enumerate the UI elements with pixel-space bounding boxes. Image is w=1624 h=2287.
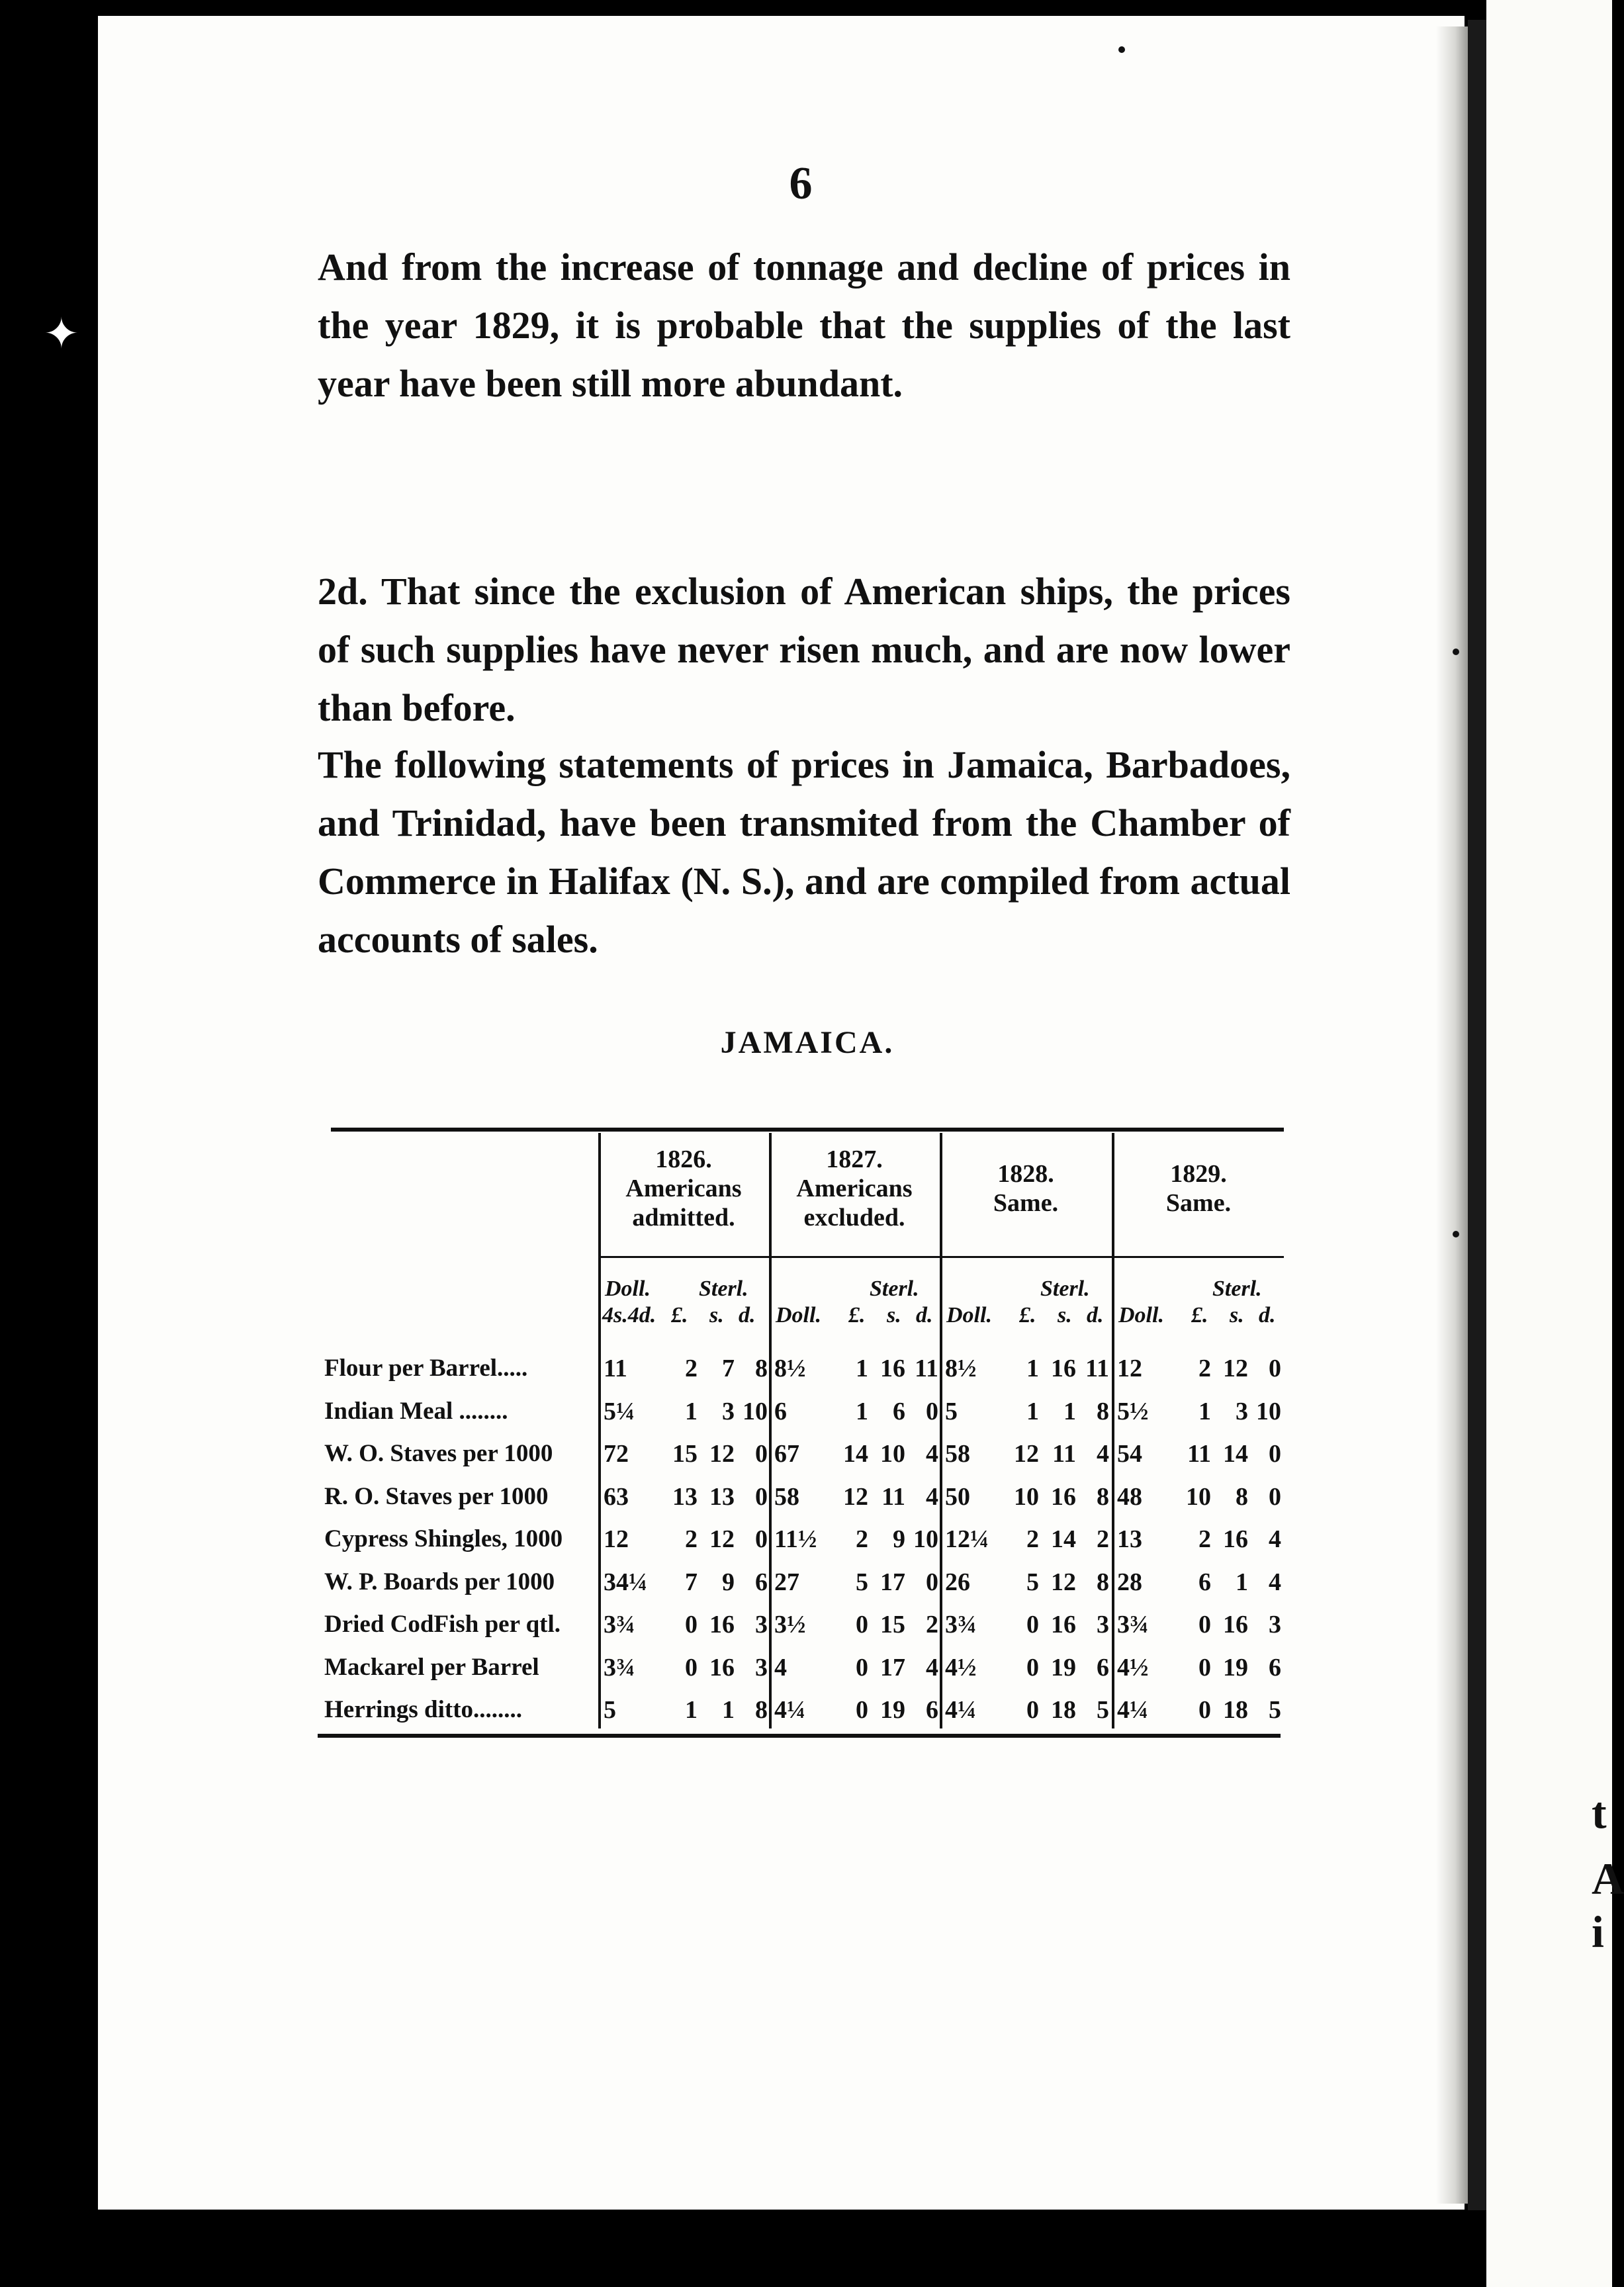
cell-shillings: 11 <box>1052 1440 1076 1468</box>
cell-pence: 3 <box>1269 1611 1281 1638</box>
cell-dollars: 4½ <box>945 1653 977 1682</box>
cell-pence: 4 <box>1097 1440 1109 1468</box>
cell-pence: 8 <box>755 1355 768 1382</box>
table-top-rule <box>331 1128 1284 1132</box>
row-label: Cypress Shingles, 1000 <box>324 1525 563 1552</box>
cell-pence: 6 <box>926 1696 938 1724</box>
cell-dollars: 3½ <box>774 1611 806 1638</box>
cell-pence: 5 <box>1269 1696 1281 1724</box>
cell-pounds: 1 <box>685 1397 698 1425</box>
margin-mark-icon: ✦ <box>44 310 79 357</box>
cell-dollars: 50 <box>945 1482 970 1511</box>
cell-pounds: 0 <box>1026 1653 1039 1682</box>
table-column-divider <box>940 1133 942 1728</box>
cell-pence: 8 <box>755 1696 768 1724</box>
cell-dollars: 27 <box>774 1568 799 1596</box>
cell-dollars: 34¼ <box>604 1568 648 1596</box>
row-label: Flour per Barrel..... <box>324 1355 528 1382</box>
cell-shillings: 13 <box>709 1482 735 1511</box>
cell-pence: 6 <box>755 1568 768 1596</box>
cell-pounds: 2 <box>685 1355 698 1382</box>
cell-pounds: 2 <box>856 1525 868 1553</box>
paragraph-1: And from the increase of tonnage and decline of prices in the year 1829, it is probable that the supplies of the last year have been still more abundant. <box>318 246 1290 405</box>
cell-shillings: 16 <box>1223 1525 1248 1553</box>
year-header-4 <box>1112 1159 1285 1218</box>
cell-shillings: 16 <box>709 1611 735 1638</box>
table-bottom-rule <box>318 1734 1281 1738</box>
cell-shillings: 14 <box>1051 1525 1076 1553</box>
cell-dollars: 3¾ <box>604 1653 635 1682</box>
year-header-year: 1829. <box>1170 1160 1227 1188</box>
paragraph-3: The following statements of prices in Jamaica, Barbadoes, and Trinidad, have been transmited from the Chamber of Commerce in Halifax (N. S.), and are compiled from actual accounts of sales. <box>318 743 1290 961</box>
cell-dollars: 63 <box>604 1482 629 1511</box>
cell-pounds: 1 <box>1198 1397 1211 1425</box>
cell-dollars: 72 <box>604 1440 629 1468</box>
cell-dollars: 3¾ <box>945 1611 977 1638</box>
unit-pound: £. <box>1019 1303 1036 1327</box>
unit-shilling: s. <box>709 1303 724 1327</box>
cell-pence: 10 <box>1256 1397 1281 1425</box>
unit-pound: £. <box>671 1303 688 1327</box>
cell-shillings: 12 <box>1223 1355 1248 1382</box>
cell-pounds: 0 <box>1198 1611 1211 1638</box>
cell-pence: 0 <box>1269 1482 1281 1511</box>
section-title: JAMAICA. <box>720 1025 895 1060</box>
cell-pounds: 14 <box>843 1440 868 1468</box>
cell-pounds: 0 <box>1026 1696 1039 1724</box>
cell-dollars: 4¼ <box>774 1696 806 1724</box>
cell-dollars: 26 <box>945 1568 970 1596</box>
cell-pounds: 2 <box>1198 1355 1211 1382</box>
cell-pence: 3 <box>1097 1611 1109 1638</box>
unit-pence: d. <box>1259 1303 1276 1327</box>
cell-dollars: 8½ <box>945 1355 977 1382</box>
cell-shillings: 16 <box>1051 1355 1076 1382</box>
year-header-line2: Americans <box>796 1175 913 1202</box>
cell-dollars: 4 <box>774 1653 787 1682</box>
unit-doll-sub: 4s.4d. <box>602 1303 656 1327</box>
cell-pounds: 10 <box>1186 1482 1211 1511</box>
cell-shillings: 16 <box>1051 1611 1076 1638</box>
cell-pounds: 2 <box>1026 1525 1039 1553</box>
cell-pounds: 0 <box>856 1696 868 1724</box>
unit-header-4 <box>1112 1276 1285 1335</box>
cell-pence: 4 <box>926 1653 938 1682</box>
cell-pence: 0 <box>926 1568 938 1596</box>
cell-pence: 11 <box>915 1355 938 1382</box>
cell-pence: 2 <box>1097 1525 1109 1553</box>
year-header-year: 1828. <box>997 1160 1054 1188</box>
cell-shillings: 6 <box>893 1397 905 1425</box>
row-label: Herrings ditto........ <box>324 1696 523 1723</box>
cell-pence: 10 <box>743 1397 768 1425</box>
cell-shillings: 17 <box>880 1653 905 1682</box>
cell-dollars: 54 <box>1117 1440 1142 1468</box>
row-label: Dried CodFish per qtl. <box>324 1611 561 1638</box>
cell-shillings: 1 <box>1236 1568 1248 1596</box>
cell-pence: 3 <box>755 1611 768 1638</box>
cell-dollars: 6 <box>774 1397 787 1425</box>
cell-pounds: 2 <box>685 1525 698 1553</box>
cell-pence: 8 <box>1097 1397 1109 1425</box>
cell-dollars: 4½ <box>1117 1653 1149 1682</box>
cell-shillings: 14 <box>1223 1440 1248 1468</box>
cell-shillings: 8 <box>1236 1482 1248 1511</box>
unit-sterl: Sterl. <box>699 1277 748 1301</box>
cell-pounds: 12 <box>1014 1440 1039 1468</box>
year-header-year: 1826. <box>655 1145 712 1173</box>
cell-shillings: 9 <box>893 1525 905 1553</box>
cell-shillings: 16 <box>1051 1482 1076 1511</box>
adjacent-page-glyph-icon: A <box>1592 1854 1624 1904</box>
unit-doll: Doll. <box>1118 1303 1164 1327</box>
cell-pounds: 0 <box>856 1653 868 1682</box>
scan-border-right <box>1468 20 1486 2210</box>
year-header-2 <box>769 1145 940 1232</box>
cell-pounds: 13 <box>672 1482 698 1511</box>
adjacent-page-glyph-icon: i <box>1592 1906 1604 1957</box>
cell-dollars: 12¼ <box>945 1525 989 1553</box>
unit-sterl: Sterl. <box>1212 1277 1262 1301</box>
cell-shillings: 9 <box>722 1568 735 1596</box>
cell-pence: 6 <box>1097 1653 1109 1682</box>
cell-dollars: 67 <box>774 1440 799 1468</box>
cell-dollars: 28 <box>1117 1568 1142 1596</box>
unit-shilling: s. <box>887 1303 901 1327</box>
cell-pounds: 0 <box>1198 1696 1211 1724</box>
cell-pounds: 0 <box>856 1611 868 1638</box>
cell-pounds: 0 <box>1026 1611 1039 1638</box>
cell-pounds: 1 <box>1026 1397 1039 1425</box>
cell-pence: 0 <box>755 1525 768 1553</box>
cell-dollars: 5 <box>945 1397 958 1425</box>
row-label: Indian Meal ........ <box>324 1397 508 1425</box>
unit-sterl: Sterl. <box>870 1277 919 1301</box>
cell-pence: 0 <box>1269 1355 1281 1382</box>
cell-pence: 3 <box>755 1653 768 1682</box>
table-column-divider <box>1112 1133 1114 1728</box>
cell-dollars: 3¾ <box>604 1611 635 1638</box>
cell-pence: 0 <box>755 1440 768 1468</box>
cell-shillings: 7 <box>722 1355 735 1382</box>
cell-pounds: 0 <box>685 1653 698 1682</box>
unit-header-2 <box>769 1276 940 1335</box>
year-header-line2: Americans <box>625 1175 742 1202</box>
cell-shillings: 3 <box>1236 1397 1248 1425</box>
cell-dollars: 5 <box>604 1696 616 1724</box>
cell-dollars: 4¼ <box>1117 1696 1149 1724</box>
cell-pence: 0 <box>926 1397 938 1425</box>
cell-pounds: 2 <box>1198 1525 1211 1553</box>
year-header-line3: admitted. <box>632 1204 735 1232</box>
year-header-3 <box>940 1159 1112 1218</box>
cell-pounds: 1 <box>856 1355 868 1382</box>
cell-dollars: 5½ <box>1117 1397 1149 1425</box>
cell-shillings: 16 <box>880 1355 905 1382</box>
unit-pence: d. <box>916 1303 933 1327</box>
cell-pounds: 7 <box>685 1568 698 1596</box>
cell-pounds: 1 <box>1026 1355 1039 1382</box>
cell-pence: 4 <box>1269 1525 1281 1553</box>
unit-doll: Doll. <box>605 1277 651 1301</box>
cell-dollars: 13 <box>1117 1525 1142 1553</box>
cell-pence: 8 <box>1097 1482 1109 1511</box>
unit-sterl: Sterl. <box>1040 1277 1090 1301</box>
cell-dollars: 3¾ <box>1117 1611 1149 1638</box>
cell-pounds: 15 <box>672 1440 698 1468</box>
row-label: Mackarel per Barrel <box>324 1653 539 1681</box>
cell-shillings: 11 <box>881 1482 905 1511</box>
cell-pence: 4 <box>926 1482 938 1511</box>
cell-dollars: 11 <box>604 1355 627 1382</box>
cell-shillings: 16 <box>709 1653 735 1682</box>
cell-dollars: 48 <box>1117 1482 1142 1511</box>
cell-pounds: 0 <box>1198 1653 1211 1682</box>
unit-pence: d. <box>1087 1303 1104 1327</box>
row-label: R. O. Staves per 1000 <box>324 1482 549 1510</box>
cell-shillings: 12 <box>709 1525 735 1553</box>
cell-pence: 10 <box>913 1525 938 1553</box>
unit-doll: Doll. <box>946 1303 992 1327</box>
cell-pounds: 0 <box>685 1611 698 1638</box>
cell-pence: 11 <box>1085 1355 1109 1382</box>
unit-doll: Doll. <box>776 1303 821 1327</box>
unit-pence: d. <box>739 1303 756 1327</box>
cell-pounds: 11 <box>1187 1440 1211 1468</box>
cell-dollars: 58 <box>945 1440 970 1468</box>
cell-pence: 4 <box>1269 1568 1281 1596</box>
cell-shillings: 12 <box>709 1440 735 1468</box>
row-label: W. O. Staves per 1000 <box>324 1440 553 1467</box>
scan-speck-icon <box>1118 46 1125 53</box>
cell-pounds: 12 <box>843 1482 868 1511</box>
page-gutter-shadow <box>1436 26 1468 2204</box>
cell-shillings: 17 <box>880 1568 905 1596</box>
cell-pounds: 5 <box>1026 1568 1039 1596</box>
unit-header-3 <box>940 1276 1112 1335</box>
scan-speck-icon <box>1453 1231 1459 1237</box>
cell-dollars: 11½ <box>774 1525 817 1553</box>
cell-pence: 0 <box>1269 1440 1281 1468</box>
year-header-1 <box>598 1145 769 1232</box>
cell-pence: 8 <box>1097 1568 1109 1596</box>
cell-pence: 0 <box>755 1482 768 1511</box>
cell-shillings: 3 <box>722 1397 735 1425</box>
cell-dollars: 12 <box>1117 1355 1142 1382</box>
unit-shilling: s. <box>1058 1303 1072 1327</box>
unit-pound: £. <box>848 1303 866 1327</box>
cell-shillings: 1 <box>722 1696 735 1724</box>
cell-dollars: 58 <box>774 1482 799 1511</box>
unit-pound: £. <box>1191 1303 1208 1327</box>
cell-pounds: 6 <box>1198 1568 1211 1596</box>
year-header-line2: Same. <box>1165 1189 1232 1217</box>
year-header-line2: Same. <box>993 1189 1059 1217</box>
cell-shillings: 18 <box>1223 1696 1248 1724</box>
cell-pence: 4 <box>926 1440 938 1468</box>
year-header-line3: excluded. <box>803 1204 905 1232</box>
cell-shillings: 19 <box>880 1696 905 1724</box>
cell-dollars: 8½ <box>774 1355 806 1382</box>
cell-pence: 5 <box>1097 1696 1109 1724</box>
cell-pounds: 1 <box>685 1696 698 1724</box>
adjacent-page-glyph-icon: t <box>1592 1787 1607 1838</box>
cell-pounds: 5 <box>856 1568 868 1596</box>
unit-shilling: s. <box>1230 1303 1244 1327</box>
cell-shillings: 12 <box>1051 1568 1076 1596</box>
year-header-year: 1827. <box>826 1145 883 1173</box>
unit-header-1 <box>598 1276 769 1335</box>
cell-pence: 6 <box>1269 1653 1281 1682</box>
cell-shillings: 15 <box>880 1611 905 1638</box>
cell-shillings: 18 <box>1051 1696 1076 1724</box>
cell-shillings: 1 <box>1063 1397 1076 1425</box>
paragraph-2: 2d. That since the exclusion of American ships, the prices of such supplies have never risen much, and are now lower than before. <box>318 570 1290 729</box>
scan-speck-icon <box>1453 649 1459 655</box>
cell-shillings: 19 <box>1223 1653 1248 1682</box>
cell-pounds: 1 <box>856 1397 868 1425</box>
cell-shillings: 19 <box>1051 1653 1076 1682</box>
cell-pounds: 10 <box>1014 1482 1039 1511</box>
row-label: W. P. Boards per 1000 <box>324 1568 555 1595</box>
cell-dollars: 5¼ <box>604 1397 635 1425</box>
cell-shillings: 16 <box>1223 1611 1248 1638</box>
cell-shillings: 10 <box>880 1440 905 1468</box>
cell-dollars: 4¼ <box>945 1696 977 1724</box>
cell-pence: 2 <box>926 1611 938 1638</box>
cell-dollars: 12 <box>604 1525 629 1553</box>
page-number: 6 <box>789 158 813 209</box>
